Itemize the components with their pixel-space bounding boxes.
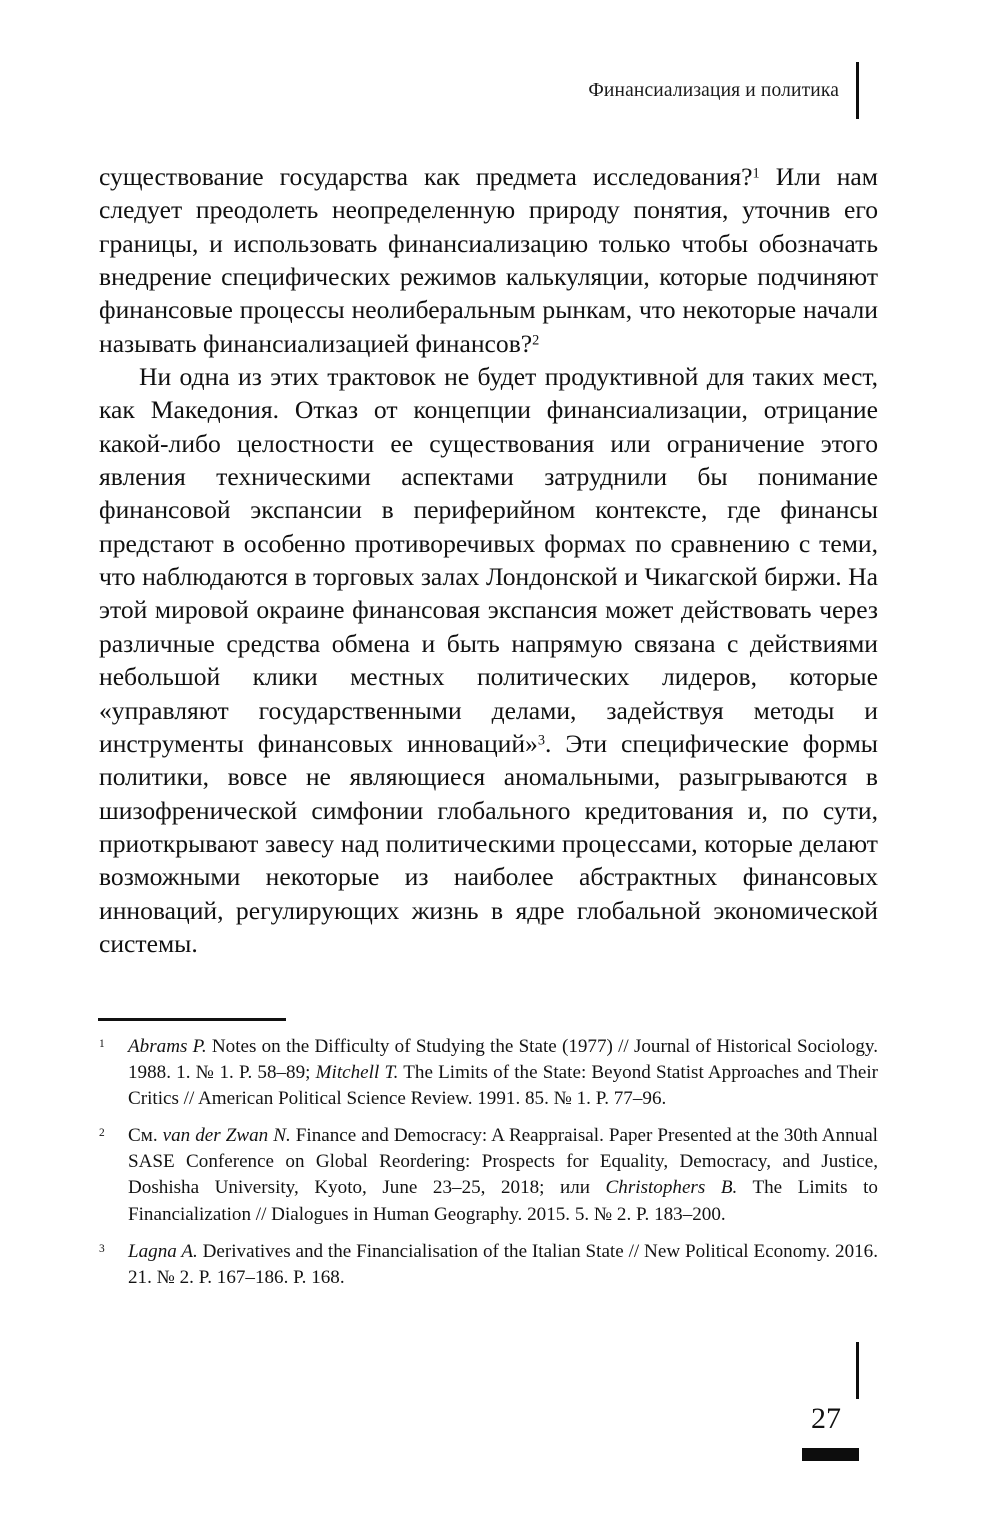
footnote-list <box>99 1034 878 1291</box>
footnote-marker: 3 <box>99 1242 105 1255</box>
header-vertical-rule <box>856 62 859 119</box>
running-header-title: Финансиализация и политика <box>588 80 839 101</box>
footnote-item <box>99 1239 878 1291</box>
folio-decorative-bar <box>802 1448 859 1461</box>
body-paragraph-1: существование государства как предмета исследования?$^1$ Или нам следует преодолеть неопределенную природу понятия, уточнив его границы, и использовать финансиализацию только чтобы обозначать внедрение специфических режимов калькуляции, которые подчиняют финансовые процессы неолиберальным рынкам, что некоторые начали называть финансиализацией финансов?$^2$ <box>99 162 878 358</box>
footnote-marker: 2 <box>99 1127 105 1140</box>
folio-vertical-rule <box>856 1342 859 1399</box>
footnote-marker: 1 <box>99 1038 105 1050</box>
footnote-item <box>99 1034 878 1112</box>
footnote-text: Lagna A. Derivatives and the Financialisation of the Italian State // New Political Economy. 2016. 21. № 2. P. 167–186. P. 168. <box>128 1240 879 1288</box>
footnote-text: Abrams P. Notes on the Difficulty of Studying the State (1977) // Journal of Historical Sociology. 1988. 1. № 1. P. 58–89; Mitchell T. The Limits of the State: Beyond Statist Approaches and Their Critics // American Political Science Review. 1991. 85. № 1. P. 77–96. <box>128 1036 879 1110</box>
footnote-item <box>99 1123 878 1227</box>
body-paragraph-2: Ни одна из этих трактовок не будет продуктивной для таких мест, как Македония. Отказ от концепции финансиализации, отрицание какой-либо целостности ее существования или ограничение этого явления техническими аспектами затруднили бы понимание финансовой экспансии в периферийном контексте, где финансы предстают в особенно противоречивых формах по сравнению с теми, что наблюдаются в торговых залах Лондонской и Чикагской биржи. На этой мировой окраине финансовая экспансия может действовать через различные средства обмена и быть напрямую связана с действиями небольшой клики местных политических лидеров, которые «управляют государственными делами, задействуя методы и инструменты финансовых инноваций»$^3$. Эти специфические формы политики, вовсе не являющиеся аномальными, разыгрываются в шизофренической симфонии глобального кредитования и, по сути, приоткрывают завесу над политическими процессами, которые делают возможными некоторые из наиболее абстрактных финансовых инноваций, регулирующих жизнь в ядре глобальной экономической системы. <box>99 362 878 958</box>
footnote-text: См. van der Zwan N. Finance and Democracy: A Reappraisal. Paper Presented at the 30th Annual SASE Conference on Global Reordering: Prospects for Equality, Democracy, and Justice, Doshisha University, Kyoto, June 23–25, 2018; или Christophers B. The Limits to Financialization // Dialogues in Human Geography. 2015. 5. № 2. P. 183–200. <box>128 1125 878 1225</box>
body-text <box>99 160 878 960</box>
footnote-separator-rule <box>98 1018 286 1021</box>
page-number: 27 <box>811 1402 841 1435</box>
running-header <box>99 62 839 120</box>
